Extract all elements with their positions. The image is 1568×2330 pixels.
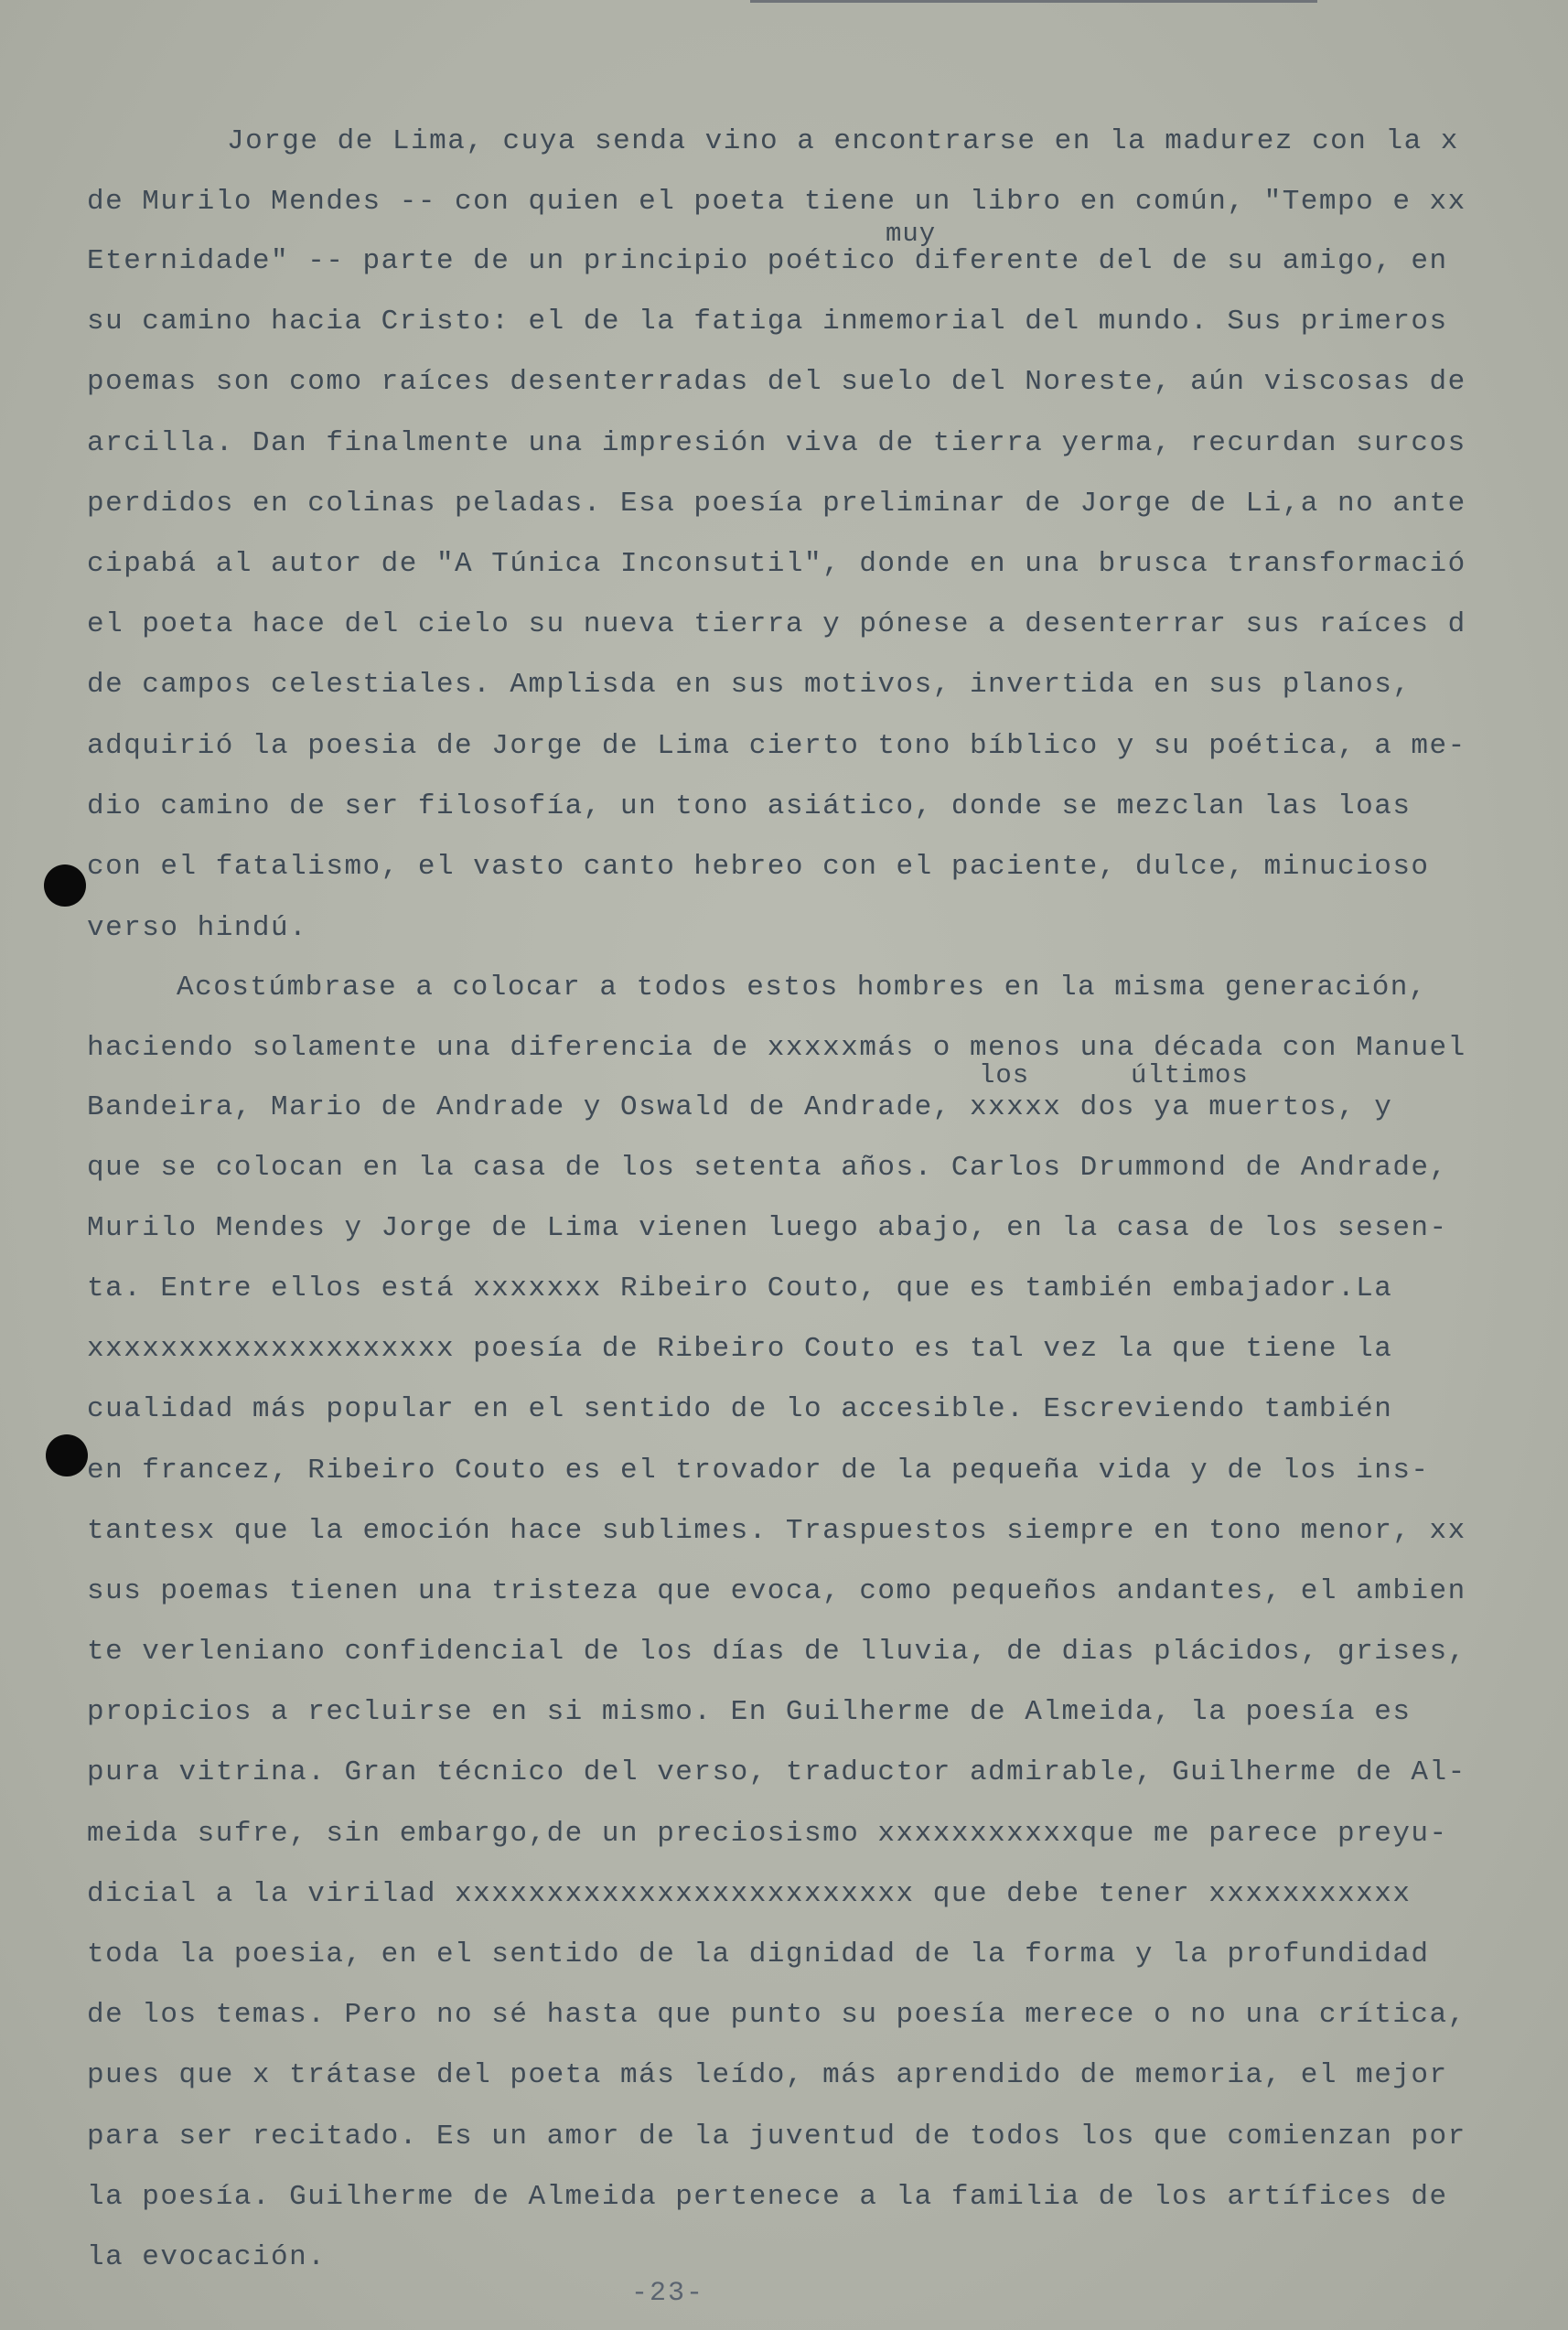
text-line: dicial a la virilad xxxxxxxxxxxxxxxxxxxxxxxxx que debe tener xxxxxxxxxxx bbox=[87, 1878, 1412, 1910]
text-line: en francez, Ribeiro Couto es el trovador de la pequeña vida y de los ins- bbox=[87, 1455, 1430, 1487]
text-line: tantesx que la emoción hace sublimes. Traspuestos siempre en tono menor, xx bbox=[87, 1515, 1466, 1547]
text-line: cipabá al autor de "A Túnica Inconsutil", donde en una brusca transformació bbox=[87, 548, 1466, 580]
text-line: meida sufre, sin embargo,de un preciosismo xxxxxxxxxxxque me parece preyu- bbox=[87, 1818, 1448, 1850]
text-line: la poesía. Guilherme de Almeida pertenece a la familia de los artífices de bbox=[87, 2181, 1448, 2213]
text-line: Jorge de Lima, cuya senda vino a encontrarse en la madurez con la x bbox=[227, 125, 1459, 157]
punch-hole-lower bbox=[46, 1434, 88, 1476]
text-line: haciendo solamente una diferencia de xxxxxmás o menos una década con Manuel bbox=[87, 1032, 1466, 1064]
text-line: su camino hacia Cristo: el de la fatiga inmemorial del mundo. Sus primeros bbox=[87, 306, 1448, 338]
text-line: adquirió la poesia de Jorge de Lima cierto tono bíblico y su poética, a me- bbox=[87, 730, 1466, 762]
text-line: pues que x trátase del poeta más leído, más aprendido de memoria, el mejor bbox=[87, 2059, 1448, 2091]
text-line: xxxxxxxxxxxxxxxxxxxx poesía de Ribeiro Couto es tal vez la que tiene la bbox=[87, 1333, 1393, 1365]
top-edge-mark bbox=[750, 0, 1317, 3]
text-line: cualidad más popular en el sentido de lo accesible. Escreviendo también bbox=[87, 1393, 1393, 1425]
text-line: para ser recitado. Es un amor de la juventud de todos los que comienzan por bbox=[87, 2121, 1466, 2153]
text-line: Murilo Mendes y Jorge de Lima vienen luego abajo, en la casa de los sesen- bbox=[87, 1212, 1448, 1244]
text-line: ta. Entre ellos está xxxxxxx Ribeiro Couto, que es también embajador.La bbox=[87, 1272, 1393, 1305]
text-line: con el fatalismo, el vasto canto hebreo con el paciente, dulce, minucioso bbox=[87, 851, 1430, 883]
interlinear-correction: últimos bbox=[1131, 1060, 1249, 1090]
text-line: de Murilo Mendes -- con quien el poeta tiene un libro en común, "Tempo e xx bbox=[87, 186, 1466, 218]
text-line: propicios a recluirse en si mismo. En Guilherme de Almeida, la poesía es bbox=[87, 1696, 1412, 1728]
text-line: dio camino de ser filosofía, un tono asiático, donde se mezclan las loas bbox=[87, 790, 1412, 822]
text-line: arcilla. Dan finalmente una impresión viva de tierra yerma, recurdan surcos bbox=[87, 427, 1466, 459]
punch-hole-upper bbox=[44, 864, 86, 907]
text-line: la evocación. bbox=[87, 2241, 327, 2273]
text-line: verso hindú. bbox=[87, 912, 308, 944]
text-line: poemas son como raíces desenterradas del suelo del Noreste, aún viscosas de bbox=[87, 366, 1466, 398]
text-line: Eternidade" -- parte de un principio poético diferente del de su amigo, en bbox=[87, 245, 1448, 277]
text-line: que se colocan en la casa de los setenta años. Carlos Drummond de Andrade, bbox=[87, 1152, 1448, 1184]
text-line: sus poemas tienen una tristeza que evoca, como pequeños andantes, el ambien bbox=[87, 1575, 1466, 1607]
interlinear-correction: muy bbox=[886, 219, 937, 249]
text-line: pura vitrina. Gran técnico del verso, traductor admirable, Guilherme de Al- bbox=[87, 1756, 1466, 1788]
text-line: te verleniano confidencial de los días de lluvia, de dias plácidos, grises, bbox=[87, 1636, 1466, 1668]
text-line: Bandeira, Mario de Andrade y Oswald de Andrade, xxxxx dos ya muertos, y bbox=[87, 1091, 1393, 1123]
text-line: perdidos en colinas peladas. Esa poesía preliminar de Jorge de Li,a no ante bbox=[87, 488, 1466, 520]
text-line: de los temas. Pero no sé hasta que punto su poesía merece o no una crítica, bbox=[87, 1999, 1466, 2031]
page-number: -23- bbox=[631, 2278, 705, 2309]
text-line: toda la poesia, en el sentido de la dignidad de la forma y la profundidad bbox=[87, 1938, 1430, 1970]
interlinear-correction: los bbox=[979, 1060, 1030, 1090]
text-line: el poeta hace del cielo su nueva tierra y pónese a desenterrar sus raíces d bbox=[87, 608, 1466, 640]
text-line: Acostúmbrase a colocar a todos estos hombres en la misma generación, bbox=[177, 972, 1428, 1004]
text-line: de campos celestiales. Amplisda en sus motivos, invertida en sus planos, bbox=[87, 669, 1412, 701]
